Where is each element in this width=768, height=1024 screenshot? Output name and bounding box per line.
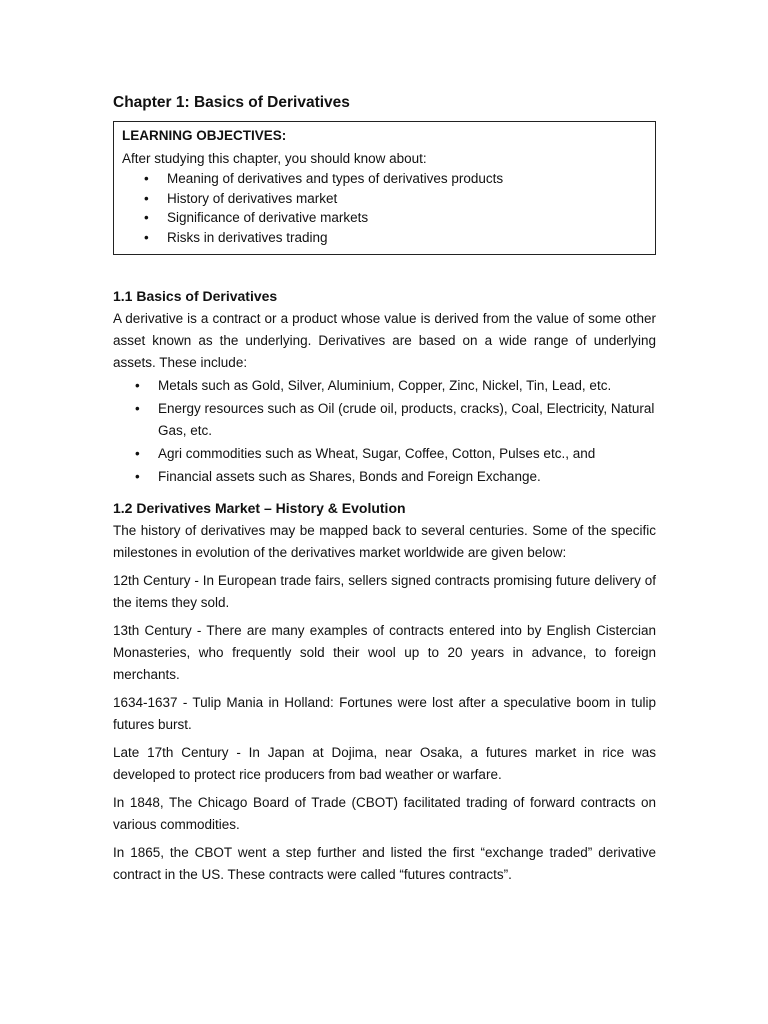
objective-text: History of derivatives market bbox=[167, 190, 338, 206]
bullet-icon: • bbox=[135, 377, 140, 393]
objectives-heading: LEARNING OBJECTIVES: bbox=[122, 128, 287, 143]
document-content bbox=[113, 92, 656, 886]
objectives-intro: After studying this chapter, you should know about: bbox=[122, 151, 427, 166]
bullet-icon: • bbox=[144, 230, 149, 246]
list-item-text: Metals such as Gold, Silver, Aluminium, Copper, Zinc, Nickel, Tin, Lead, etc. bbox=[158, 377, 612, 393]
bullet-icon: • bbox=[135, 445, 140, 461]
list-item bbox=[113, 466, 656, 488]
objective-text: Significance of derivative markets bbox=[167, 210, 369, 226]
objective-text: Risks in derivatives trading bbox=[167, 230, 328, 246]
underlying-assets-list bbox=[113, 375, 656, 488]
section-heading-1-1: 1.1 Basics of Derivatives bbox=[113, 287, 278, 304]
bullet-icon: • bbox=[144, 171, 149, 186]
objectives-list bbox=[122, 169, 647, 248]
history-paragraph: In 1865, the CBOT went a step further and listed the first “exchange traded” derivative contract in the US. These contracts were called “futures contracts”. bbox=[113, 844, 656, 882]
history-paragraph: Late 17th Century - In Japan at Dojima, near Osaka, a futures market in rice was developed to protect rice producers from bad weather or warfare. bbox=[113, 744, 656, 782]
objective-text: Meaning of derivatives and types of derivatives products bbox=[167, 171, 504, 186]
history-paragraph: The history of derivatives may be mapped back to several centuries. Some of the specific milestones in evolution of the derivatives market worldwide are given below: bbox=[113, 522, 656, 560]
objective-item bbox=[122, 228, 647, 248]
learning-objectives-box bbox=[113, 121, 656, 255]
history-paragraph: 13th Century - There are many examples of contracts entered into by English Cistercian Monasteries, who frequently sold their wool up to 20 years in advance, to foreign merchants. bbox=[113, 622, 656, 682]
history-paragraph: 12th Century - In European trade fairs, sellers signed contracts promising future delivery of the items they sold. bbox=[113, 572, 656, 610]
list-item-text: Agri commodities such as Wheat, Sugar, Coffee, Cotton, Pulses etc., and bbox=[158, 445, 596, 461]
list-item bbox=[113, 398, 656, 442]
objective-item bbox=[122, 208, 647, 228]
objective-item bbox=[122, 169, 647, 189]
bullet-icon: • bbox=[135, 468, 140, 484]
history-paragraph: 1634-1637 - Tulip Mania in Holland: Fortunes were lost after a speculative boom in tulip futures burst. bbox=[113, 694, 656, 732]
list-item-text: Energy resources such as Oil (crude oil, products, cracks), Coal, Electricity, Natural Gas, etc. bbox=[158, 400, 655, 438]
bullet-icon: • bbox=[135, 400, 140, 416]
objective-item bbox=[122, 189, 647, 209]
section-heading-1-2: 1.2 Derivatives Market – History & Evolution bbox=[113, 499, 406, 516]
bullet-icon: • bbox=[144, 190, 149, 206]
list-item bbox=[113, 443, 656, 465]
history-paragraph: In 1848, The Chicago Board of Trade (CBOT) facilitated trading of forward contracts on various commodities. bbox=[113, 794, 656, 832]
chapter-title: Chapter 1: Basics of Derivatives bbox=[113, 94, 350, 111]
bullet-icon: • bbox=[144, 210, 149, 226]
section-1-1-intro: A derivative is a contract or a product whose value is derived from the value of some other asset known as the underlying. Derivatives are based on a wide range of underlying assets. These include: bbox=[113, 310, 656, 370]
list-item bbox=[113, 375, 656, 397]
list-item-text: Financial assets such as Shares, Bonds and Foreign Exchange. bbox=[158, 468, 541, 484]
